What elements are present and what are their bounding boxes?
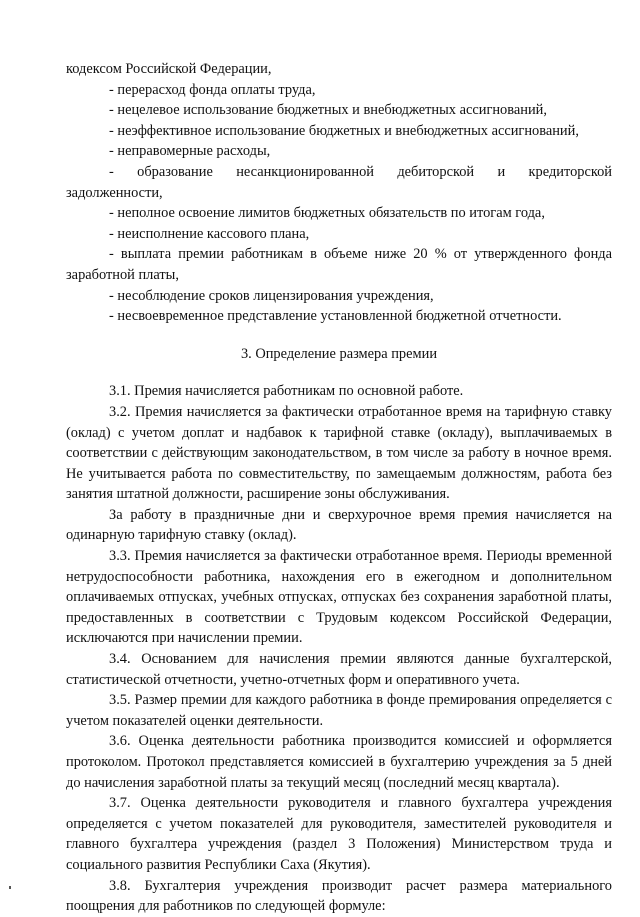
paragraph-3-1: 3.1. Премия начисляется работникам по основной работе. bbox=[109, 383, 464, 400]
list-item: - несвоевременное представление установленной бюджетной отчетности. bbox=[109, 308, 562, 325]
list-item: - неисполнение кассового плана, bbox=[109, 225, 310, 242]
list-item: - неполное освоение лимитов бюджетных обязательств по итогам года, bbox=[109, 205, 545, 222]
list-item: - перерасход фонда оплаты труда, bbox=[109, 81, 316, 98]
list-item: - образование несанкционированной дебиторской и кредиторской задолженности, bbox=[66, 163, 612, 201]
paragraph-3-5: 3.5. Размер премии для каждого работника в фонде премирования определяется с учетом показателей оценки деятельности. bbox=[66, 692, 612, 729]
scan-artifact bbox=[9, 886, 11, 889]
list-item: - неправомерные расходы, bbox=[109, 143, 271, 160]
list-item: - несоблюдение сроков лицензирования учреждения, bbox=[109, 287, 434, 304]
section-heading: 3. Определение размера премии bbox=[240, 345, 438, 362]
paragraph-3-3: 3.3. Премия начисляется за фактически отработанное время. Периоды временной нетрудоспособности работника, нахождения его в ежегодном и дополнительном оплачиваемых отпусках, учебных отпусках, отпусках без сохранения заработной платы, предоставленных в соответствии с Трудовым кодексом Российской Федерации, исключаются при начислении премии. bbox=[66, 548, 612, 647]
list-item: - неэффективное использование бюджетных и внебюджетных ассигнований, bbox=[109, 122, 579, 139]
paragraph-3-6: 3.6. Оценка деятельности работника производится комиссией и оформляется протоколом. Протокол представляется комиссией в бухгалтерию учреждения за 5 дней до начисления заработной платы за текущий месяц (последний месяц квартала). bbox=[66, 733, 612, 791]
continuation-line: кодексом Российской Федерации, bbox=[66, 61, 272, 77]
paragraph-3-7: 3.7. Оценка деятельности руководителя и главного бухгалтера учреждения определяется с учетом показателей для руководителя, заместителей руководителя и главного бухгалтера учреждения (раздел 3 Положения) Министерством труда и социального развития Республики Саха (Якутия). bbox=[66, 795, 612, 873]
paragraph-3-2: 3.2. Премия начисляется за фактически отработанное время на тарифную ставку (оклад) с учетом доплат и надбавок к тарифной ставке (окладу), выплачиваемых в соответствии с действующим законодательством, в том числе за работу в ночное время. Не учитывается работа по совместительству, по замещаемым должностям, работа без занятия штатной должности, расширение зоны обслуживания. bbox=[66, 403, 612, 503]
paragraph-3-4: 3.4. Основанием для начисления премии являются данные бухгалтерской, статистической отчетности, учетно-отчетных форм и оперативного учета. bbox=[66, 651, 612, 688]
list-item: - выплата премии работникам в объеме ниже 20 % от утвержденного фонда заработной платы, bbox=[66, 246, 612, 283]
paragraph-3-2-holidays: За работу в праздничные дни и сверхурочное время премия начисляется на одинарную тарифную ставку (оклад). bbox=[66, 506, 612, 544]
paragraph-3-8: 3.8. Бухгалтерия учреждения производит расчет размера материального поощрения для работников по следующей формуле: bbox=[66, 877, 612, 915]
list-item: - нецелевое использование бюджетных и внебюджетных ассигнований, bbox=[109, 102, 547, 119]
